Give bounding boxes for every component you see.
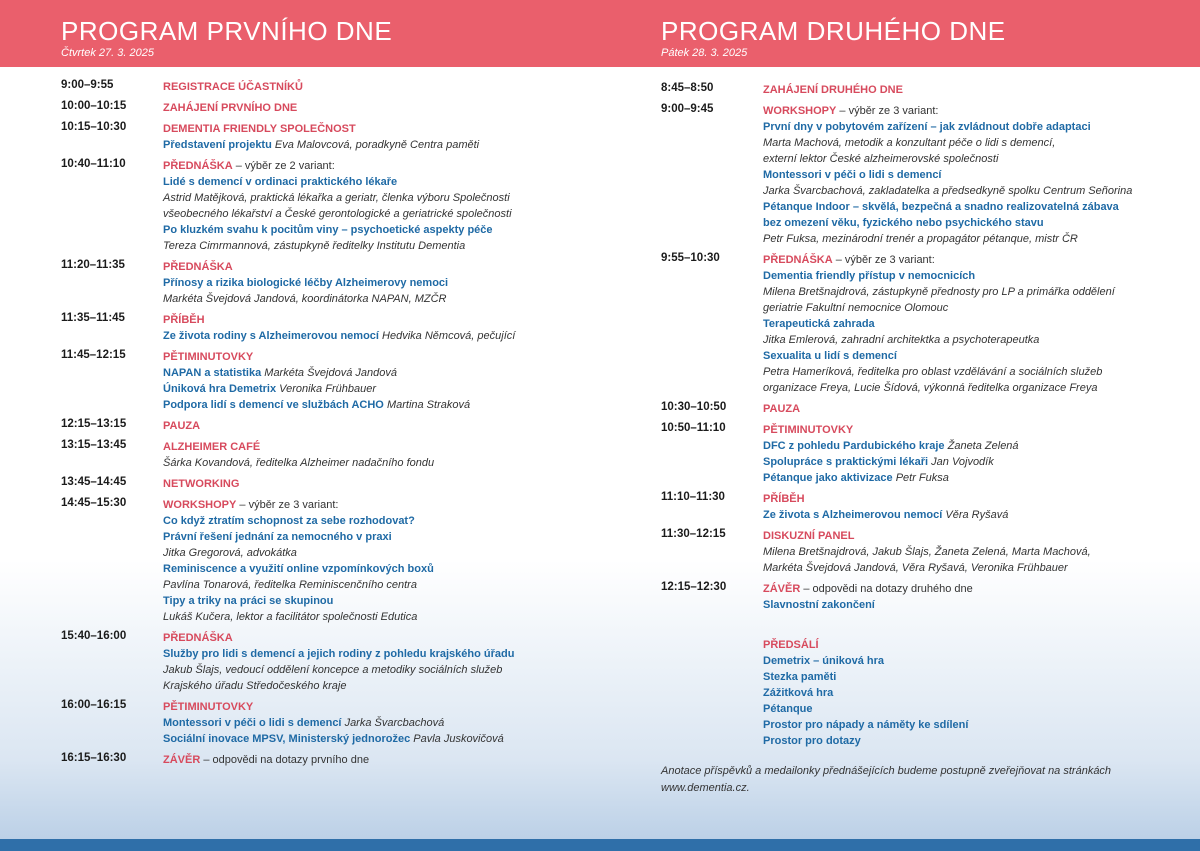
speaker: Eva Malovcová, poradkyně Centra paměti <box>274 139 480 151</box>
entry-time: 11:35–11:45 <box>61 312 125 324</box>
entry-category: WORKSHOPY <box>163 499 237 511</box>
talk-title: Přínosy a rizika biologické léčby Alzheimerovy nemoci <box>163 277 449 289</box>
entry-category: PAUZA <box>163 420 201 432</box>
day1-title: PROGRAM PRVNÍHO DNE <box>61 16 393 46</box>
schedule-entry <box>61 476 551 492</box>
category-note: – výběr ze 3 variant: <box>836 105 939 117</box>
category-note: – výběr ze 3 variant: <box>832 254 935 266</box>
talk-title: Po kluzkém svahu k pocitům viny – psychoetické aspekty péče <box>163 224 493 236</box>
talk-title: Co když ztratím schopnost za sebe rozhodovat? <box>163 515 415 527</box>
entry-time: 10:00–10:15 <box>61 100 127 112</box>
talk-title: Představení projektu <box>163 139 272 151</box>
schedule-entry <box>61 752 551 768</box>
entry-category: PŘÍBĚH <box>163 314 205 326</box>
speaker: Jan Vojvodík <box>931 456 994 468</box>
entry-time: 11:45–12:15 <box>61 349 126 361</box>
entry-category: ZÁVĚR <box>763 583 801 595</box>
talk-title: Dementia friendly přístup v nemocnicích <box>763 270 976 282</box>
talk-title: DFC z pohledu Pardubického kraje <box>763 440 945 452</box>
entry-category: PŘEDNÁŠKA <box>163 632 233 644</box>
speaker: Krajského úřadu Středočeského kraje <box>163 680 347 692</box>
speaker: Petr Fuksa <box>895 472 949 484</box>
category-note: – výběr ze 2 variant: <box>232 160 335 172</box>
entry-time: 13:15–13:45 <box>61 439 127 451</box>
entry-category: WORKSHOPY <box>763 105 837 117</box>
talk-title: Terapeutická zahrada <box>763 318 875 330</box>
entry-category: ZAHÁJENÍ PRVNÍHO DNE <box>163 102 298 114</box>
talk-title: Montessori v péči o lidi s demencí <box>763 169 942 181</box>
talk-title: Sexualita u lidí s demencí <box>763 350 897 362</box>
entry-category: ZÁVĚR <box>163 754 201 766</box>
category-note: – výběr ze 3 variant: <box>236 499 339 511</box>
category-note: – odpovědi na dotazy druhého dne <box>800 583 973 595</box>
speaker: Hedvika Němcová, pečující <box>382 330 516 342</box>
entry-time: 12:15–13:15 <box>61 418 127 430</box>
speaker: Milena Bretšnajdrová, Jakub Šlajs, Žaneta Zelená, Marta Machová, <box>763 546 1091 558</box>
entry-category: PŘEDNÁŠKA <box>763 254 833 266</box>
speaker: Markéta Švejdová Jandová, Věra Ryšavá, Veronika Frühbauer <box>763 562 1068 574</box>
day2-date: Pátek 28. 3. 2025 <box>661 47 748 59</box>
note-link[interactable]: www.dementia.cz. <box>661 782 750 794</box>
entry-time: 10:50–11:10 <box>661 422 726 434</box>
entry-category: PAUZA <box>763 403 801 415</box>
foyer-section <box>661 637 1151 749</box>
schedule-entry <box>661 491 1151 523</box>
speaker: externí lektor České alzheimerovské společnosti <box>763 153 999 165</box>
entry-time: 16:15–16:30 <box>61 752 127 764</box>
category-note: – odpovědi na dotazy prvního dne <box>200 754 370 766</box>
entry-time: 9:00–9:45 <box>661 103 714 115</box>
speaker: Markéta Švejdová Jandová <box>264 367 397 379</box>
entry-time: 10:30–10:50 <box>661 401 727 413</box>
entry-time: 9:55–10:30 <box>661 252 720 264</box>
talk-title: Pétanque Indoor – skvělá, bezpečná a snadno realizovatelná zábava <box>763 201 1119 213</box>
schedule-entry <box>61 312 551 344</box>
talk-title: Spolupráce s praktickými lékaři <box>763 456 929 468</box>
foyer-item: Prostor pro nápady a náměty ke sdílení <box>763 719 969 731</box>
foyer-item: Stezka paměti <box>763 671 837 683</box>
schedule-entry <box>61 630 551 694</box>
entry-time: 10:40–11:10 <box>61 158 126 170</box>
speaker: Jarka Švarcbachová, zakladatelka a předsedkyně spolku Centrum Señorina <box>763 185 1133 197</box>
entry-time: 8:45–8:50 <box>661 82 714 94</box>
foyer-item: Zážitková hra <box>763 687 834 699</box>
entry-time: 9:00–9:55 <box>61 79 114 91</box>
schedule-entry <box>61 158 551 254</box>
entry-category: PŘÍBĚH <box>763 493 805 505</box>
schedule-entry <box>61 100 551 116</box>
entry-category: DISKUZNÍ PANEL <box>763 530 855 542</box>
foyer-item: Pétanque <box>763 703 813 715</box>
talk-title: Právní řešení jednání za nemocného v praxi <box>163 531 392 543</box>
speaker: Lukáš Kučera, lektor a facilitátor společnosti Edutica <box>163 611 418 623</box>
speaker: Žaneta Zelená <box>947 440 1019 452</box>
talk-title: Tipy a triky na práci se skupinou <box>163 595 334 607</box>
schedule-entry <box>61 699 551 747</box>
schedule-entry <box>661 82 1151 98</box>
talk-title: Úniková hra Demetrix <box>163 383 277 395</box>
speaker: Astrid Matějková, praktická lékařka a geriatr, členka výboru Společnosti <box>163 192 510 204</box>
foyer-item: Prostor pro dotazy <box>763 735 861 747</box>
day1-schedule <box>61 79 551 773</box>
footer-note <box>661 763 1151 797</box>
talk-title: Lidé s demencí v ordinaci praktického lékaře <box>163 176 398 188</box>
schedule-entry <box>661 422 1151 486</box>
talk-title: Služby pro lidi s demencí a jejich rodiny z pohledu krajského úřadu <box>163 648 515 660</box>
talk-title: Pétanque jako aktivizace <box>763 472 893 484</box>
talk-title: Ze života rodiny s Alzheimerovou nemocí <box>163 330 379 342</box>
talk-title: Ze života s Alzheimerovou nemocí <box>763 509 943 521</box>
schedule-entry <box>61 439 551 471</box>
note-line: Anotace příspěvků a medailonky přednášejících budeme postupně zveřejňovat na stránkách <box>661 765 1112 777</box>
entry-time: 14:45–15:30 <box>61 497 127 509</box>
talk-title: Montessori v péči o lidi s demencí <box>163 717 342 729</box>
speaker: Pavla Juskovičová <box>413 733 504 745</box>
entry-time: 13:45–14:45 <box>61 476 127 488</box>
speaker: Pavlína Tonarová, ředitelka Reminiscenčního centra <box>163 579 417 591</box>
schedule-entry <box>61 418 551 434</box>
talk-title: První dny v pobytovém zařízení – jak zvládnout dobře adaptaci <box>763 121 1091 133</box>
entry-time: 10:15–10:30 <box>61 121 127 133</box>
entry-category: ALZHEIMER CAFÉ <box>163 441 261 453</box>
day2-title: PROGRAM DRUHÉHO DNE <box>661 16 1006 46</box>
speaker: všeobecného lékařství a České gerontologické a geriatrické společnosti <box>163 208 512 220</box>
schedule-entry <box>661 401 1151 417</box>
entry-category: NETWORKING <box>163 478 240 490</box>
speaker: Marta Machová, metodik a konzultant péče o lidi s demencí, <box>763 137 1056 149</box>
entry-time: 12:15–12:30 <box>661 581 727 593</box>
speaker: Jakub Šlajs, vedoucí oddělení koncepce a metodiky sociálních služeb <box>163 664 503 676</box>
talk-title: Sociální inovace MPSV, Ministerský jednorožec <box>163 733 411 745</box>
entry-category: REGISTRACE ÚČASTNÍKŮ <box>163 81 303 93</box>
schedule-entry <box>661 528 1151 576</box>
speaker: Veronika Frühbauer <box>279 383 376 395</box>
schedule-entry <box>61 349 551 413</box>
schedule-entry <box>61 121 551 153</box>
entry-category: PĚTIMINUTOVKY <box>163 701 254 713</box>
entry-category: PĚTIMINUTOVKY <box>763 424 854 436</box>
speaker: Milena Bretšnajdrová, zástupkyně přednosty pro LP a primářka oddělení <box>763 286 1115 298</box>
speaker: organizace Freya, Lucie Šídová, výkonná ředitelka organizace Freya <box>763 382 1098 394</box>
talk-title: Slavnostní zakončení <box>763 599 875 611</box>
entry-time: 15:40–16:00 <box>61 630 127 642</box>
speaker: Jarka Švarcbachová <box>344 717 445 729</box>
day2-schedule <box>661 82 1151 797</box>
speaker: Tereza Cimrmannová, zástupkyně ředitelky Institutu Dementia <box>163 240 466 252</box>
entry-category: PŘEDNÁŠKA <box>163 160 233 172</box>
schedule-entry <box>661 103 1151 247</box>
entry-time: 11:20–11:35 <box>61 259 125 271</box>
bottom-bar <box>0 839 1200 851</box>
entry-category: ZAHÁJENÍ DRUHÉHO DNE <box>763 84 903 96</box>
speaker: Věra Ryšavá <box>945 509 1009 521</box>
entry-time: 11:10–11:30 <box>661 491 725 503</box>
foyer-title: PŘEDSÁLÍ <box>763 639 819 651</box>
schedule-entry <box>661 252 1151 396</box>
speaker: Šárka Kovandová, ředitelka Alzheimer nadačního fondu <box>163 457 435 469</box>
entry-time: 16:00–16:15 <box>61 699 127 711</box>
speaker: Jitka Emlerová, zahradní architektka a psychoterapeutka <box>763 334 1040 346</box>
entry-category: PĚTIMINUTOVKY <box>163 351 254 363</box>
schedule-entry <box>661 581 1151 613</box>
day1-date: Čtvrtek 27. 3. 2025 <box>61 47 154 59</box>
schedule-entry <box>61 497 551 625</box>
schedule-entry <box>61 79 551 95</box>
speaker: Martina Straková <box>386 399 471 411</box>
schedule-entry <box>61 259 551 307</box>
talk-title: NAPAN a statistika <box>163 367 262 379</box>
speaker: Markéta Švejdová Jandová, koordinátorka NAPAN, MZČR <box>163 293 447 305</box>
talk-title: Podpora lidí s demencí ve službách ACHO <box>163 399 384 411</box>
talk-title: bez omezení věku, fyzického nebo psychického stavu <box>763 217 1044 229</box>
speaker: Petr Fuksa, mezinárodní trenér a propagátor pétanque, mistr ČR <box>763 233 1078 245</box>
entry-category: PŘEDNÁŠKA <box>163 261 233 273</box>
speaker: Jitka Gregorová, advokátka <box>163 547 297 559</box>
foyer-item: Demetrix – úniková hra <box>763 655 885 667</box>
entry-category: DEMENTIA FRIENDLY SPOLEČNOST <box>163 123 356 135</box>
speaker: geriatrie Fakultní nemocnice Olomouc <box>763 302 949 314</box>
talk-title: Reminiscence a využití online vzpomínkových boxů <box>163 563 434 575</box>
speaker: Petra Hameríková, ředitelka pro oblast vzdělávání a sociálních služeb <box>763 366 1103 378</box>
entry-time: 11:30–12:15 <box>661 528 726 540</box>
